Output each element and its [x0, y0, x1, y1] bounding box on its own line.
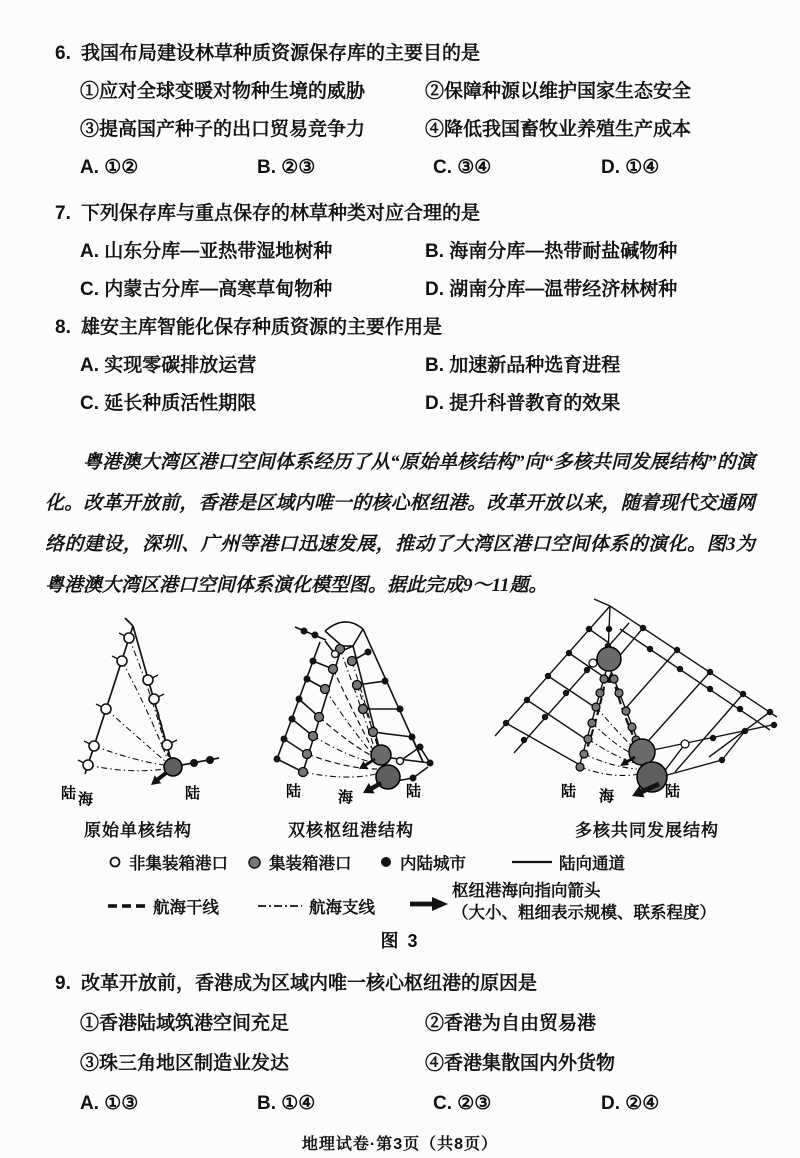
- option-3: ③提高国产种子的出口贸易竞争力: [80, 119, 366, 140]
- diagram-1-title: 原始单核结构: [84, 821, 192, 840]
- question-6-stem: 我国布局建设林草种质资源保存库的主要目的是: [81, 43, 481, 64]
- question-8-stem-line: [0, 309, 800, 347]
- label-land-left: 陆: [61, 785, 77, 802]
- label-sea: 海: [338, 789, 354, 806]
- option-3: ③珠三角地区制造业发达: [80, 1053, 290, 1074]
- hub-port: [164, 758, 182, 776]
- question-8-options-row-1: [0, 347, 800, 385]
- seaward-arrow-2: [363, 783, 381, 793]
- option-b: B. 加速新品种选育进程: [425, 355, 621, 376]
- land-corridor-icon: [512, 858, 552, 866]
- non-container-port-icon: [108, 855, 122, 869]
- hub-port-1: [371, 745, 391, 765]
- option-1: ①香港陆域筑港空间充足: [80, 1013, 290, 1034]
- legend-sea-branch: [258, 894, 375, 918]
- hub-direction-arrows-up: [584, 672, 637, 757]
- reading-passage: 粤港澳大湾区港口空间体系经历了从“原始单核结构”向“多核共同发展结构”的演化。改革开放前，香港是区域内唯一的核心枢纽港。改革开放以来，随着现代交通网络的建设，深圳、广州等港口迅速发展，推动了大湾区港口空间体系的演化。图3为粤港澳大湾区港口空间体系演化模型图。据此完成9～11题。: [45, 452, 755, 596]
- diagram-2-title: 双核枢纽港结构: [288, 821, 414, 840]
- hub-arrow-label-line1: 枢纽港海向指向箭头: [452, 882, 601, 900]
- question-8-number: 8.: [55, 317, 71, 338]
- option-c: C. 内蒙古分库—高寒草甸物种: [80, 279, 333, 300]
- label-land-left: 陆: [286, 783, 302, 800]
- sea-trunk-icon: [108, 902, 146, 910]
- option-a: A. 山东分库—亚热带湿地树种: [80, 241, 333, 262]
- legend-label: 非集装箱港口: [129, 855, 228, 873]
- question-7-stem-line: [0, 195, 800, 233]
- label-land-right: 陆: [406, 783, 422, 800]
- answer-b: B. ①④: [257, 1093, 316, 1114]
- diagram-dual-core-hub: [268, 597, 483, 815]
- legend-container-port: [247, 850, 352, 874]
- legend-label: 陆向通道: [559, 855, 625, 873]
- question-7-stem: 下列保存库与重点保存的林草种类对应合理的是: [81, 203, 481, 224]
- figure-caption: 图 3: [380, 931, 420, 951]
- question-6-options-row-1: [0, 73, 800, 111]
- option-a: A. 实现零碳排放运营: [80, 355, 257, 376]
- question-6-stem-line: [0, 35, 800, 73]
- option-c: C. 延长种质活性期限: [80, 393, 257, 414]
- legend-land-corridor: [512, 850, 625, 874]
- question-9-answers: [0, 1084, 800, 1124]
- legend-hub-arrow-text: [452, 880, 716, 924]
- non-container-ports: [83, 633, 172, 770]
- figure-3: [0, 597, 800, 949]
- option-4: ④香港集散国内外货物: [425, 1053, 616, 1074]
- option-4: ④降低我国畜牧业养殖生产成本: [425, 119, 692, 140]
- option-b: B. 海南分库—热带耐盐碱物种: [425, 241, 678, 262]
- answer-c: C. ③④: [433, 157, 492, 178]
- legend-sea-trunk: [108, 894, 219, 918]
- answer-a: A. ①③: [80, 1093, 139, 1114]
- container-port-icon: [247, 855, 262, 870]
- legend-label: 集装箱港口: [269, 855, 352, 873]
- question-7-number: 7.: [55, 203, 71, 224]
- question-8-options-row-2: [0, 385, 800, 423]
- answer-d: D. ①④: [601, 157, 660, 178]
- legend-non-container-port: [108, 850, 228, 874]
- question-8: [0, 309, 800, 423]
- answer-c: C. ②③: [433, 1093, 492, 1114]
- answer-d: D. ②④: [601, 1093, 660, 1114]
- question-6: [0, 0, 800, 187]
- legend-label: 内陆城市: [400, 855, 466, 873]
- label-sea: 海: [78, 791, 94, 808]
- option-2: ②香港为自由贸易港: [425, 1013, 597, 1034]
- question-6-options-row-2: [0, 111, 800, 149]
- legend-inland-city: [379, 850, 466, 874]
- seaward-arrow: [151, 773, 166, 785]
- question-9-stem: 改革开放前，香港成为区域内唯一核心枢纽港的原因是: [81, 973, 538, 994]
- label-land-right: 陆: [185, 785, 201, 802]
- question-9-stem-line: [0, 964, 800, 1004]
- inland-city-icon: [379, 855, 393, 869]
- container-ports: [299, 645, 378, 777]
- option-d: D. 湖南分库—温带经济林树种: [425, 279, 678, 300]
- hub-arrow-icon: [410, 896, 448, 912]
- question-9: [0, 964, 800, 1124]
- question-9-options-row-2: [0, 1044, 800, 1084]
- answer-a: A. ①②: [80, 157, 139, 178]
- legend-label: 航海干线: [153, 899, 219, 917]
- question-6-number: 6.: [55, 43, 71, 64]
- answer-b: B. ②③: [257, 157, 316, 178]
- option-1: ①应对全球变暖对物种生境的威胁: [80, 81, 366, 102]
- question-7-options-row-1: [0, 233, 800, 271]
- legend-label: 航海支线: [309, 899, 375, 917]
- option-2: ②保障种源以维护国家生态安全: [425, 81, 692, 102]
- label-sea: 海: [599, 788, 615, 805]
- question-7: [0, 195, 800, 309]
- label-land-left: 陆: [561, 783, 577, 800]
- question-6-answers: [0, 149, 800, 187]
- diagram-multi-core-development: [487, 597, 787, 815]
- option-d: D. 提升科普教育的效果: [425, 393, 621, 414]
- hub-port-top: [597, 647, 621, 671]
- hub-arrow-label-line2: （大小、粗细表示规模、联系程度）: [452, 904, 716, 922]
- question-7-options-row-2: [0, 271, 800, 309]
- diagram-3-title: 多核共同发展结构: [575, 821, 719, 840]
- question-8-stem: 雄安主库智能化保存种质资源的主要作用是: [81, 317, 443, 338]
- question-9-options-row-1: [0, 1004, 800, 1044]
- page-footer: 地理试卷·第3页（共8页）: [301, 1136, 499, 1153]
- diagram-original-single-core: [55, 597, 255, 815]
- hub-port-mid: [629, 739, 655, 765]
- sea-branch-icon: [258, 902, 302, 910]
- label-land-right: 陆: [665, 783, 681, 800]
- question-9-number: 9.: [55, 973, 71, 994]
